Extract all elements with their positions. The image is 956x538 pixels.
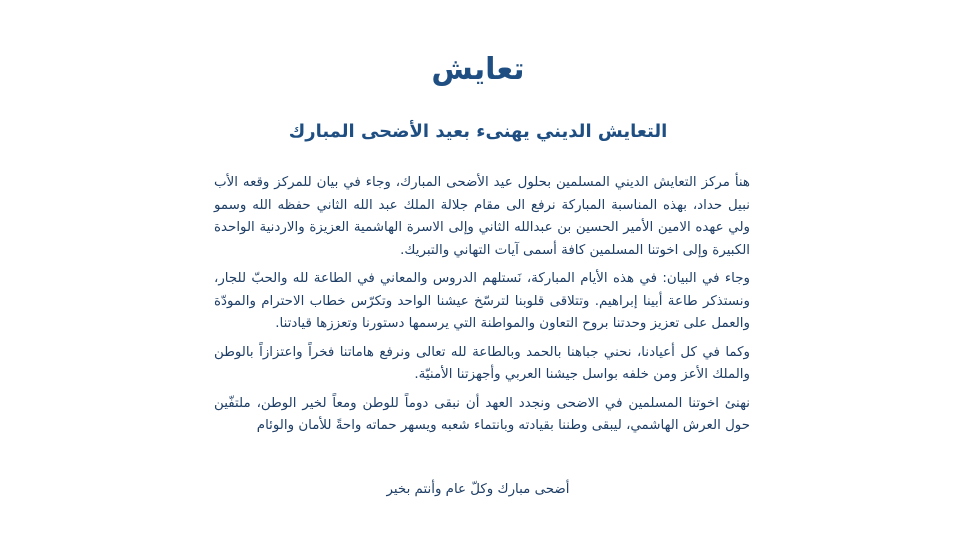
article-body [214,172,750,444]
paragraph-2: وجاء في البيان: في هذه الأيام المباركة، نَستلهم الدروس والمعاني في الطاعة لله والحبّ للجار، ونستذكر طاعة أبينا إبراهيم. وتتلاقى قلوبنا لترسّخ عيشنا الواحد وتكرّس خطاب الاحترام والمودّة والعمل على تعزيز وحدتنا بروح التعاون والمواطنة التي يرسمها دستورنا وتعززها قيادتنا. [214,271,750,331]
paragraph-4: نهنئ اخوتنا المسلمين في الاضحى ونجدد العهد أن نبقى دوماً للوطن ومعاً لخير الوطن، ملتفّين حول العرش الهاشمي، ليبقى وطننا بقيادته وبانتماء شعبه ويسهر حماته واحةً للأمان والوئام [214,395,750,433]
closing-greeting: أضحى مبارك وكلّ عام وأنتم بخير [386,482,570,497]
ta3ayush-logo: تعايش [431,52,525,87]
paragraph-1: هنأ مركز التعايش الديني المسلمين بحلول عيد الأضحى المبارك، وجاء في بيان للمركز وقعه الأب نبيل حداد، بهذه المناسبة المباركة نرفع الى مقام جلالة الملك عبد الله الثاني حفظه الله وسمو ولي عهده الامين الأمير الحسين بن عبدالله الثاني وإلى الاسرة الهاشمية العزيزة والاردنية الواحدة الكبيرة وإلى اخوتنا المسلمين كافة أسمى آيات التهاني والتبريك. [214,175,750,258]
paragraph-3: وكما في كل أعيادنا، نحني جباهنا بالحمد وبالطاعة لله تعالى ونرفع هاماتنا فخراً واعتزازاً بالوطن والملك الأعز ومن خلفه بواسل جيشنا العربي وأجهزتنا الأمنيّة. [214,344,750,382]
article-headline: التعايش الديني يهنىء بعيد الأضحى المبارك [288,121,668,142]
